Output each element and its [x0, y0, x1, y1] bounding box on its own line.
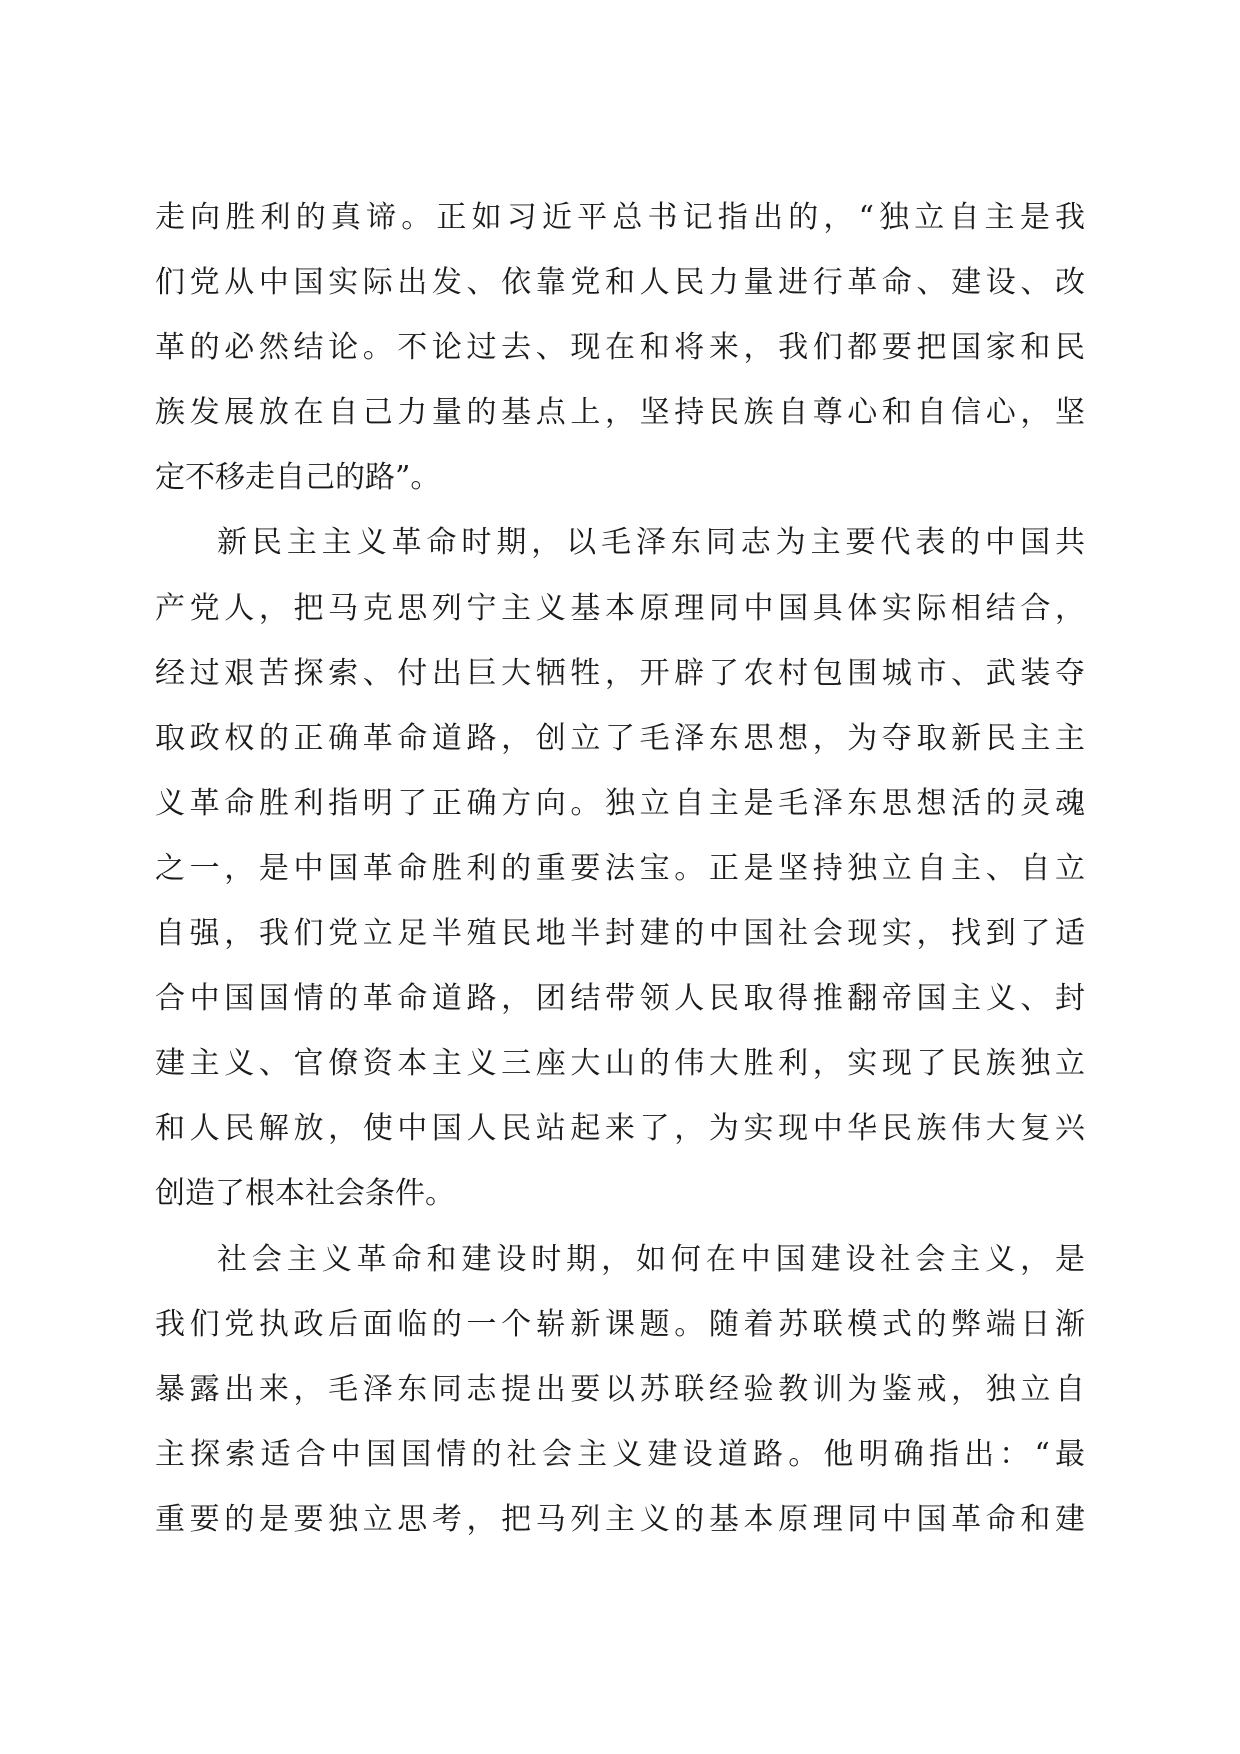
- text-line: 走向胜利的真谛。正如习近平总书记指出的，“独立自主是我: [155, 200, 1085, 235]
- text-line: 合中国国情的革命道路，团结带领人民取得推翻帝国主义、封: [155, 981, 1085, 1017]
- text-line: 新民主主义革命时期，以毛泽东同志为主要代表的中国共: [217, 525, 1085, 561]
- text-line: 主探索适合中国国情的社会主义建设道路。他明确指出：“最: [155, 1436, 1085, 1472]
- text-line: 经过艰苦探索、付出巨大牺牲，开辟了农村包围城市、武装夺: [155, 655, 1085, 691]
- text-line: 产党人，把马克思列宁主义基本原理同中国具体实际相结合，: [155, 590, 1085, 626]
- text-line: 族发展放在自己力量的基点上，坚持民族自尊心和自信心，坚: [155, 395, 1085, 431]
- paragraph-2: [155, 510, 1085, 1226]
- paragraph-3: [155, 1227, 1085, 1552]
- text-line: 定不移走自己的路”。: [155, 460, 441, 496]
- text-line: 们党从中国实际出发、依靠党和人民力量进行革命、建设、改: [155, 265, 1085, 301]
- text-line: 取政权的正确革命道路，创立了毛泽东思想，为夺取新民主主: [155, 720, 1085, 756]
- text-line: 重要的是要独立思考，把马列主义的基本原理同中国革命和建: [155, 1501, 1085, 1537]
- body-text: [155, 185, 1085, 1552]
- text-line: 之一，是中国革命胜利的重要法宝。正是坚持独立自主、自立: [155, 850, 1085, 886]
- text-line: 暴露出来，毛泽东同志提出要以苏联经验教训为鉴戒，独立自: [155, 1371, 1085, 1407]
- text-line: 创造了根本社会条件。: [155, 1176, 455, 1212]
- text-line: 革的必然结论。不论过去、现在和将来，我们都要把国家和民: [155, 330, 1085, 366]
- paragraph-1: [155, 185, 1085, 510]
- text-line: 我们党执政后面临的一个崭新课题。随着苏联模式的弊端日渐: [155, 1306, 1085, 1342]
- text-line: 社会主义革命和建设时期，如何在中国建设社会主义，是: [217, 1241, 1085, 1277]
- text-line: 和人民解放，使中国人民站起来了，为实现中华民族伟大复兴: [155, 1111, 1085, 1147]
- text-line: 建主义、官僚资本主义三座大山的伟大胜利，实现了民族独立: [155, 1046, 1085, 1082]
- text-line: 义革命胜利指明了正确方向。独立自主是毛泽东思想活的灵魂: [155, 785, 1085, 821]
- text-line: 自强，我们党立足半殖民地半封建的中国社会现实，找到了适: [155, 916, 1085, 952]
